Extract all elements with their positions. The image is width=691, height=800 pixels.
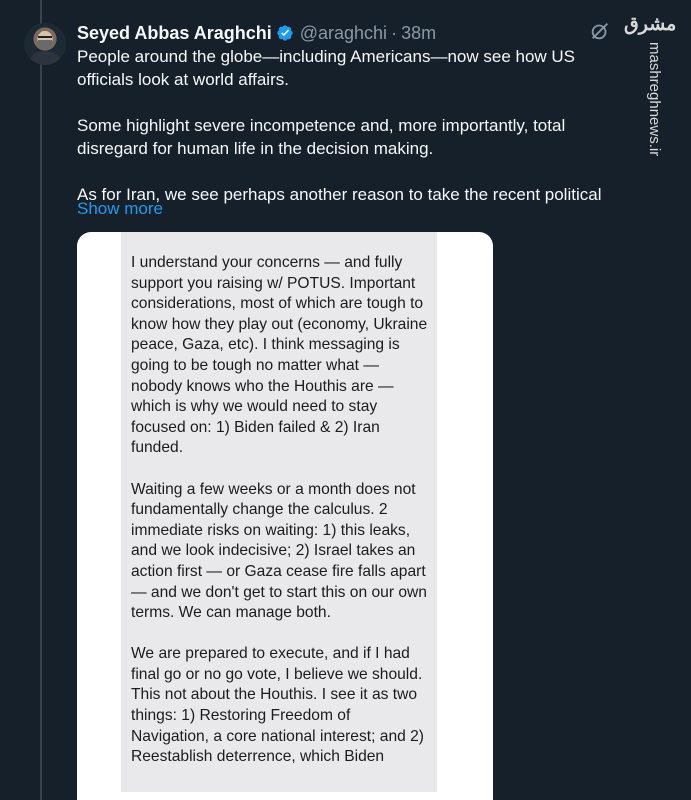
tweet-paragraph: Some highlight severe incompetence and, more importantly, total disregard for human life in the decision making. (77, 116, 566, 158)
message-paragraph: We are prepared to execute, and if I had final go or no go vote, I believe we should. This not about the Houthis. I see it as two things: 1) Restoring Freedom of Navigation, a core national interest; and 2) Reestablish deterrence, which Biden (131, 645, 424, 766)
message-text (131, 253, 431, 788)
message-paragraph: Waiting a few weeks or a month does not fundamentally change the calculus. 2 immediate risks on waiting: 1) this leaks, and we look indecisive; 2) Israel takes an action first — or Gaza cease fire falls apart — and we don't get to start this on our own terms. We can manage both. (131, 480, 427, 622)
tweet-image[interactable] (77, 232, 493, 800)
thread-line (40, 0, 42, 800)
tweet-header (77, 21, 436, 45)
handle[interactable]: @araghchi (299, 22, 388, 43)
display-name[interactable]: Seyed Abbas Araghchi (77, 22, 272, 43)
tweet-paragraph: People around the globe—including Americans—now see how US officials look at world affairs. (77, 47, 576, 89)
verified-badge-icon (276, 24, 294, 42)
show-more-link[interactable]: Show more (77, 199, 163, 218)
avatar[interactable] (24, 23, 66, 65)
timestamp[interactable]: 38m (401, 22, 437, 43)
watermark-site: mashreghnews.ir (646, 42, 663, 157)
watermark-logo: مشرق (624, 13, 677, 35)
tweet-text (77, 45, 632, 206)
tweet-paragraph: As for Iran, we see perhaps another reason to take the recent political (77, 185, 602, 204)
separator-dot: · (391, 22, 398, 43)
grok-icon[interactable] (589, 20, 611, 42)
message-paragraph: I understand your concerns — and fully support you raising w/ POTUS. Important considerations, most of which are tough to know how they play out (economy, Ukraine peace, Gaza, etc). I think messaging is going to be tough no matter what — nobody knows who the Houthis are — which is why we would need to stay focused on: 1) Biden failed & 2) Iran funded. (131, 254, 428, 457)
